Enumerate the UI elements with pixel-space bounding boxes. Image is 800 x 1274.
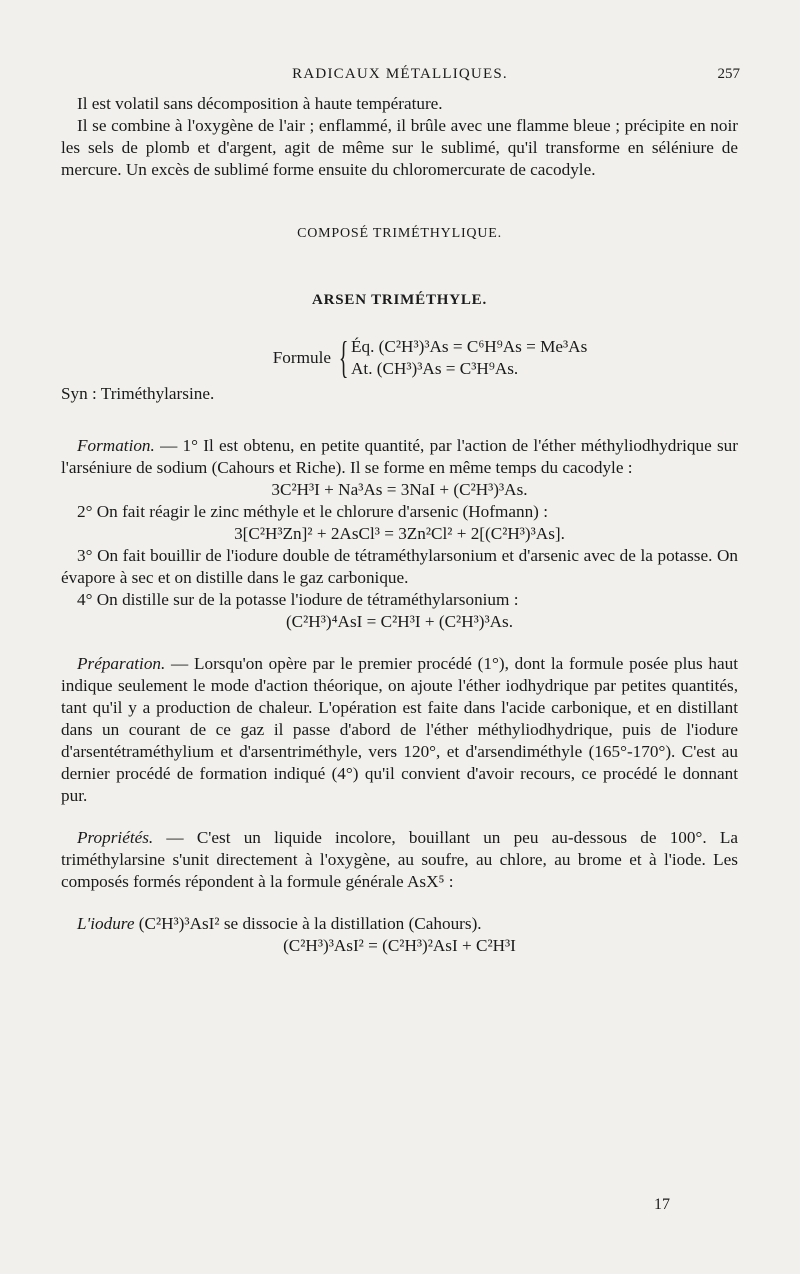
brace-symbol: { [338,333,349,382]
section-title: COMPOSÉ TRIMÉTHYLIQUE. [297,226,502,241]
formation-paragraph-4: 4° On distille sur de la potasse l'iodure de tétraméthylarsonium : [77,590,519,609]
iodide-equation: (C²H³)³AsI² = (C²H³)²AsI + C²H³I [283,936,516,955]
formula-lines [349,336,587,380]
iodide-text: (C²H³)³AsI² se dissocie à la distillation (Cahours). [134,914,482,933]
preparation-heading: Préparation. [77,654,166,673]
running-head: RADICAUX MÉTALLIQUES. [292,66,508,82]
formation-paragraph-2: 2° On fait réagir le zinc méthyle et le chlorure d'arsenic (Hofmann) : [77,502,548,521]
formation-heading: Formation. [77,436,155,455]
properties-paragraph [61,827,738,893]
page-body [61,93,738,957]
iodide-heading: L'iodure [77,914,135,933]
synonym-line: Syn : Triméthylarsine. [61,384,215,403]
formation-equation-1: 3C²H³I + Na³As = 3NaI + (C²H³)³As. [271,480,528,499]
intro-paragraph-reactivity: Il se combine à l'oxygène de l'air ; enflammé, il brûle avec une flamme bleue ; précipite en noir les sels de plomb et d'argent, agit de même sur le sublimé, qu'il transforme en séléniure de mercure. Un excès de sublimé forme ensuite du chloromercurate de cacodyle. [61,116,738,179]
formula-label: Formule [272,348,331,367]
formation-paragraph-1 [61,435,738,479]
intro-paragraph-volatility: Il est volatil sans décomposition à haute température. [77,94,443,113]
formula-block [221,333,738,383]
formation-paragraph-3: 3° On fait bouillir de l'iodure double de tétraméthylarsonium et d'arsenic avec de la potasse. On évapore à sec et on distille dans le gaz carbonique. [61,546,738,587]
signature-number: 17 [654,1196,670,1213]
iodide-paragraph [61,913,738,935]
formula-equivalent: Éq. (C²H³)³As = C⁶H⁹As = Me³As [351,337,588,356]
formation-text-1: — 1° Il est obtenu, en petite quantité, par l'action de l'éther méthyliodhydrique sur l'arséniure de sodium (Cahours et Riche). Il se forme en même temps du cacodyle : [61,436,738,477]
properties-text: — C'est un liquide incolore, bouillant un peu au-dessous de 100°. La triméthylarsine s'unit directement à l'oxygène, au soufre, au chlore, au brome et à l'iode. Les composés formés répondent à la formule générale AsX⁵ : [61,828,738,891]
preparation-text: — Lorsqu'on opère par le premier procédé (1°), dont la formule posée plus haut indique seulement le mode d'action théorique, on ajoute l'éther iodhydrique par petites quantités, tant qu'il y a production de chaleur. L'opération est faite dans l'acide carbonique, et en distillant dans un courant de ce gaz il passe d'abord de l'éther méthyliodhydrique, puis de l'iodure d'arsentétraméthylium et d'arsentriméthyle, vers 120°, et d'arsendiméthyle (165°-170°). C'est au dernier procédé de formation indiqué (4°) qu'il convient d'avoir recours, ce procédé le donnant pur. [61,654,738,805]
compound-title: ARSEN TRIMÉTHYLE. [311,292,488,308]
page-number: 257 [717,66,740,82]
formation-equation-2: 3[C²H³Zn]² + 2AsCl³ = 3Zn²Cl² + 2[(C²H³)³As]. [234,524,565,543]
formation-equation-3: (C²H³)⁴AsI = C²H³I + (C²H³)³As. [285,612,514,631]
formula-atomic: At. (CH³)³As = C³H⁹As. [351,359,519,378]
properties-heading: Propriétés. [77,828,154,847]
page-header [60,66,740,86]
preparation-paragraph [61,653,738,807]
